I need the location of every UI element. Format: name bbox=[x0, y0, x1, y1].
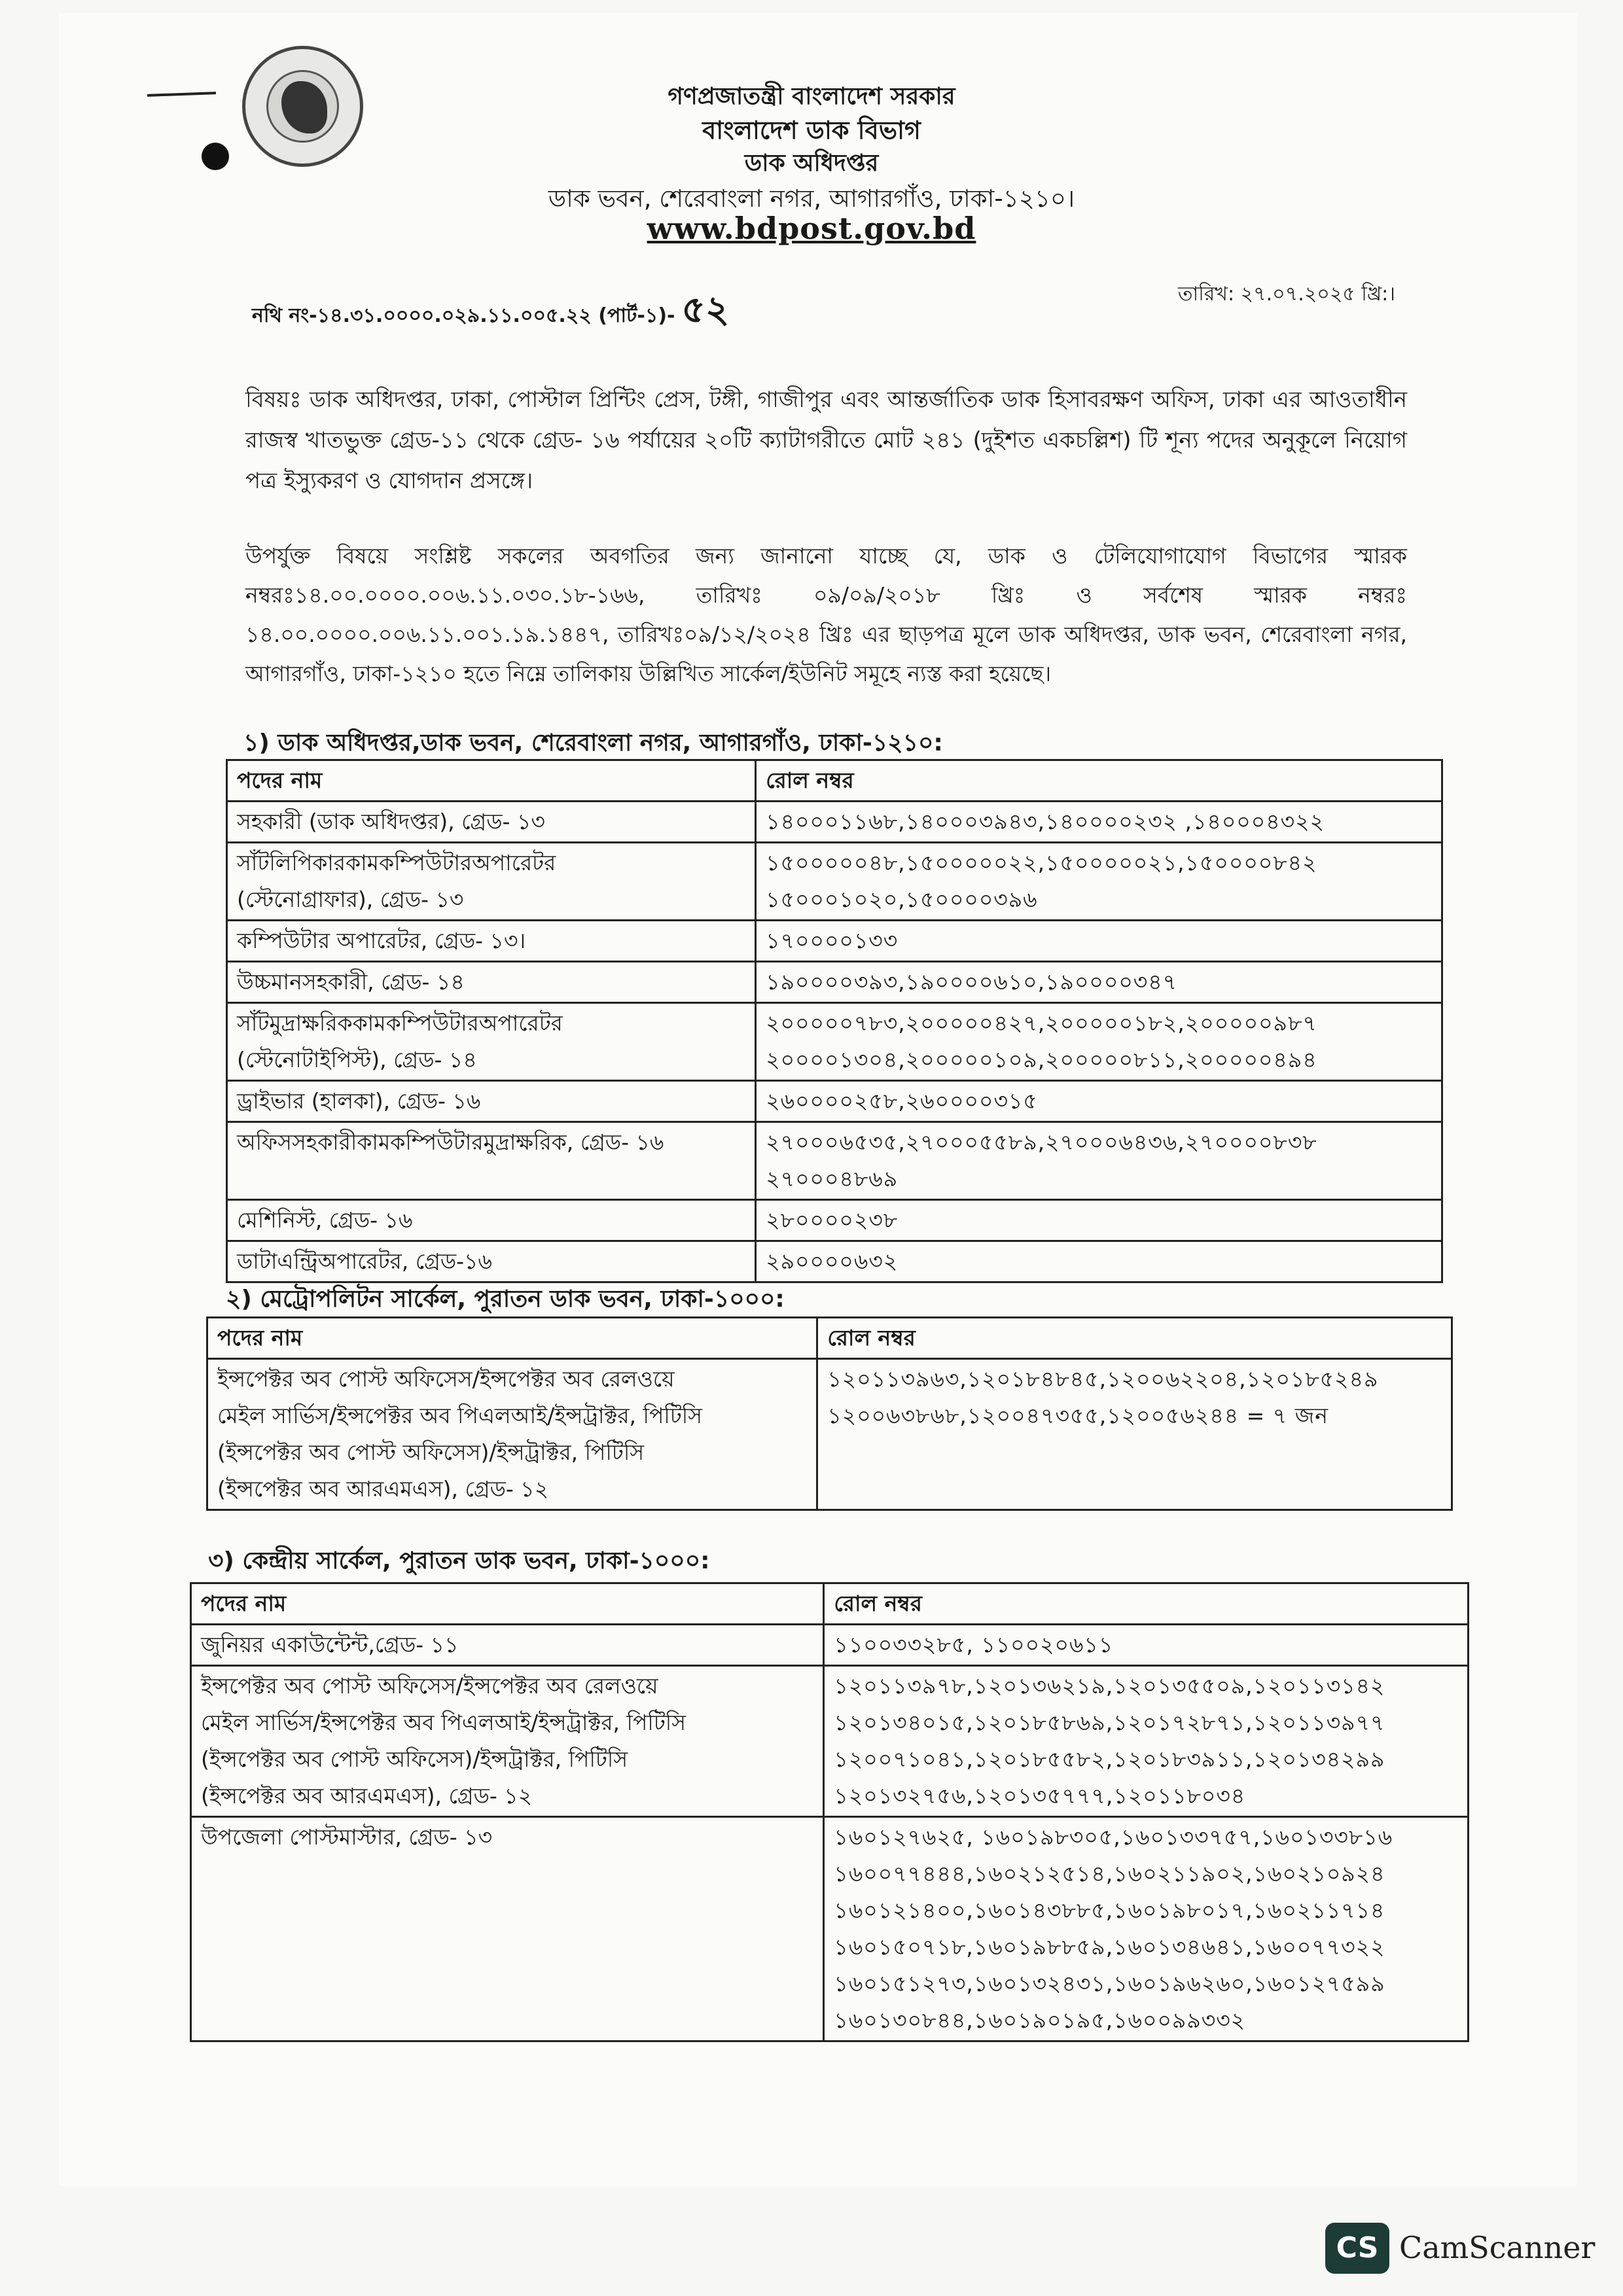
section-2-title: ২) মেট্রোপলিটন সার্কেল, পুরাতন ডাক ভবন, ঢাকা-১০০০: bbox=[226, 1286, 785, 1313]
reference-date: তারিখ: ২৭.০৭.২০২৫ খ্রি:। bbox=[1178, 283, 1395, 306]
table-row: উচ্চমানসহকারী, গ্রেড- ১৪ ১৯০০০০৩৯৩,১৯০০০০৬১০,১৯০০০০৩৪৭ bbox=[227, 962, 1442, 1003]
table-row: জুনিয়র একাউন্টেন্ট,গ্রেড- ১১ ১১০০৩৩২৮৫, ১১০০২০৬১১ bbox=[191, 1625, 1469, 1666]
handwritten-number: ৫২ bbox=[681, 288, 730, 331]
header-govt: গণপ্রজাতন্ত্রী বাংলাদেশ সরকার bbox=[668, 83, 955, 110]
camscanner-watermark: CamScanner bbox=[1399, 2230, 1596, 2265]
table-row: ইন্সপেক্টর অব পোস্ট অফিসেস/ইন্সপেক্টর অব রেলওয়ে মেইল সার্ভিস/ইন্সপেক্টর অব পিএলআই/ইন্সট্রাক্টর, পিটিসি (ইন্সপেক্টর অব পোস্ট অফিসেস)/ইন্সট্রাক্টর, পিটিসি (ইন্সপেক্টর অব আরএমএস), গ্রেড- ১২ ১২০১১৩৯৭৮,১২০১৩৬২১৯,১২০১৩৫৫০৯,১২০১১৩১৪২ ১২০১৩৪০১৫,১২০১৮৫৮৬৯,১২০১৭২৮৭১,১২০১১৩৯৭৭ ১২০০৭১০৪১,১২০১৮৫৫৮২,১২০১৮৩৯১১,১২০১৩৪২৯৯ ১২০১৩২৭৫৬,১২০১৩৫৭৭৭,১২০১১৮০৩৪ bbox=[191, 1666, 1469, 1817]
table-header-row bbox=[191, 1583, 1469, 1625]
table-row: সাঁটমুদ্রাক্ষরিককামকম্পিউটারঅপারেটর (স্টেনোটাইপিস্ট), গ্রেড- ১৪ ২০০০০০৭৮৩,২০০০০০৪২৭,২০০০০০১৮২,২০০০০০৯৮৭ ২০০০০১৩০৪,২০০০০০১০৯,২০০০০০৮১১,২০০০০০৪৯৪ bbox=[227, 1003, 1442, 1081]
table-row: মেশিনিস্ট, গ্রেড- ১৬ ২৮০০০০২৩৮ bbox=[227, 1200, 1442, 1241]
table-row: সাঁটলিপিকারকামকম্পিউটারঅপারেটর (স্টেনোগ্রাফার), গ্রেড- ১৩ ১৫০০০০০৪৮,১৫০০০০০২২,১৫০০০০০২১,১৫০০০০৮৪২ ১৫০০০১০২০,১৫০০০০৩৯৬ bbox=[227, 843, 1442, 921]
table-row: অফিসসহকারীকামকম্পিউটারমুদ্রাক্ষরিক, গ্রেড- ১৬ ২৭০০০৬৫৩৫,২৭০০০৫৫৮৯,২৭০০০৬৪৩৬,২৭০০০০৮৩৮ ২৭০০০৪৮৬৯ bbox=[227, 1122, 1442, 1200]
column-header-roll: রোল নম্বর bbox=[756, 760, 1442, 802]
reference-number: নথি নং-১৪.৩১.০০০০.০২৯.১১.০০৫.২২ (পার্ট-১)- ৫২ bbox=[252, 288, 730, 331]
header-department: বাংলাদেশ ডাক বিভাগ bbox=[702, 116, 921, 145]
column-header-roll: রোল নম্বর bbox=[817, 1318, 1452, 1359]
section-3-table bbox=[190, 1582, 1469, 2042]
table-row: সহকারী (ডাক অধিদপ্তর), গ্রেড- ১৩ ১৪০০০১১৬৮,১৪০০০৩৯৪৩,১৪০০০০২৩২ ,১৪০০০৪৩২২ bbox=[227, 802, 1442, 843]
section-1-table bbox=[226, 759, 1443, 1283]
camscanner-logo-icon: CS bbox=[1325, 2223, 1389, 2274]
table-row: ড্রাইভার (হালকা), গ্রেড- ১৬ ২৬০০০০২৫৮,২৬০০০০৩১৫ bbox=[227, 1081, 1442, 1122]
table-row: ডাটাএন্ট্রিঅপারেটর, গ্রেড-১৬ ২৯০০০০৬৩২ bbox=[227, 1241, 1442, 1282]
header-website: www.bdpost.gov.bd bbox=[647, 211, 976, 246]
column-header-post: পদের নাম bbox=[227, 760, 756, 802]
header-directorate: ডাক অধিদপ্তর bbox=[744, 150, 879, 177]
section-2-table bbox=[206, 1316, 1453, 1511]
column-header-post: পদের নাম bbox=[191, 1583, 824, 1625]
table-row: উপজেলা পোস্টমাস্টার, গ্রেড- ১৩ ১৬০১২৭৬২৫, ১৬০১৯৮৩০৫,১৬০১৩৩৭৫৭,১৬০১৩৩৮১৬ ১৬০০৭৭৪৪৪,১৬০২১২৫১৪,১৬০২১১৯০২,১৬০২১০৯২৪ ১৬০১২১৪০০,১৬০১৪৩৮৮৫,১৬০১৯৮০১৭,১৬০২১১৭১৪ ১৬০১৫০৭১৮,১৬০১৯৮৮৫৯,১৬০১৩৪৬৪১,১৬০০৭৭৩২২ ১৬০১৫১২৭৩,১৬০১৩২৪৩১,১৬০১৯৬২৬০,১৬০১২৭৫৯৯ ১৬০১৩০৮৪৪,১৬০১৯০১৯৫,১৬০০৯৯৩৩২ bbox=[191, 1817, 1469, 2041]
table-header-row bbox=[207, 1318, 1452, 1359]
table-row: ইন্সপেক্টর অব পোস্ট অফিসেস/ইন্সপেক্টর অব রেলওয়ে মেইল সার্ভিস/ইন্সপেক্টর অব পিএলআই/ইন্সট্রাক্টর, পিটিসি (ইন্সপেক্টর অব পোস্ট অফিসেস)/ইন্সট্রাক্টর, পিটিসি (ইন্সপেক্টর অব আরএমএস), গ্রেড- ১২ ১২০১১৩৯৬৩,১২০১৮৪৮৪৫,১২০০৬২২০৪,১২০১৮৫২৪৯ ১২০০৬৩৮৬৮,১২০০৪৭৩৫৫,১২০০৫৬২৪৪ = ৭ জন bbox=[207, 1359, 1452, 1510]
section-1-title: ১) ডাক অধিদপ্তর,ডাক ভবন, শেরেবাংলা নগর, আগারগাঁও, ঢাকা-১২১০: bbox=[243, 730, 943, 756]
table-row: কম্পিউটার অপারেটর, গ্রেড- ১৩। ১৭০০০০১৩৩ bbox=[227, 921, 1442, 962]
subject-paragraph: বিষয়ঃ ডাক অধিদপ্তর, ঢাকা, পোস্টাল প্রিন্টিং প্রেস, টঙ্গী, গাজীপুর এবং আন্তর্জাতিক ডাক হিসাবরক্ষণ অফিস, ঢাকা এর আওতাধীন রাজস্ব খাতভুক্ত গ্রেড-১১ থেকে গ্রেড- ১৬ পর্যায়ের ২০টি ক্যাটাগরীতে মোট ২৪১ (দুইশত একচল্লিশ) টি শূন্য পদের অনুকূলে নিয়োগ পত্র ইস্যুকরণ ও যোগদান প্রসঙ্গে। bbox=[245, 387, 1407, 494]
body-paragraph: উপর্যুক্ত বিষয়ে সংশ্লিষ্ট সকলের অবগতির জন্য জানানো যাচ্ছে যে, ডাক ও টেলিযোগাযোগ বিভাগের স্মারক নম্বরঃ১৪.০০.০০০০.০০৬.১১.০৩০.১৮-১৬৬, তারিখঃ ০৯/০৯/২০১৮ খ্রিঃ ও সর্বশেষ স্মারক নম্বরঃ ১৪.০০.০০০০.০০৬.১১.০০১.১৯.১৪৪৭, তারিখঃ০৯/১২/২০২৪ খ্রিঃ এর ছাড়পত্র মূলে ডাক অধিদপ্তর, ডাক ভবন, শেরেবাংলা নগর, আগারগাঁও, ঢাকা-১২১০ হতে নিম্নে তালিকায় উল্লিখিত সার্কেল/ইউনিট সমূহে ন্যস্ত করা হয়েছে। bbox=[245, 543, 1407, 686]
column-header-roll: রোল নম্বর bbox=[824, 1583, 1469, 1625]
table-header-row bbox=[227, 760, 1442, 802]
column-header-post: পদের নাম bbox=[207, 1318, 817, 1359]
header-address: ডাক ভবন, শেরেবাংলা নগর, আগারগাঁও, ঢাকা-১২১০। bbox=[548, 185, 1075, 213]
section-3-title: ৩) কেন্দ্রীয় সার্কেল, পুরাতন ডাক ভবন, ঢাকা-১০০০: bbox=[208, 1547, 710, 1574]
